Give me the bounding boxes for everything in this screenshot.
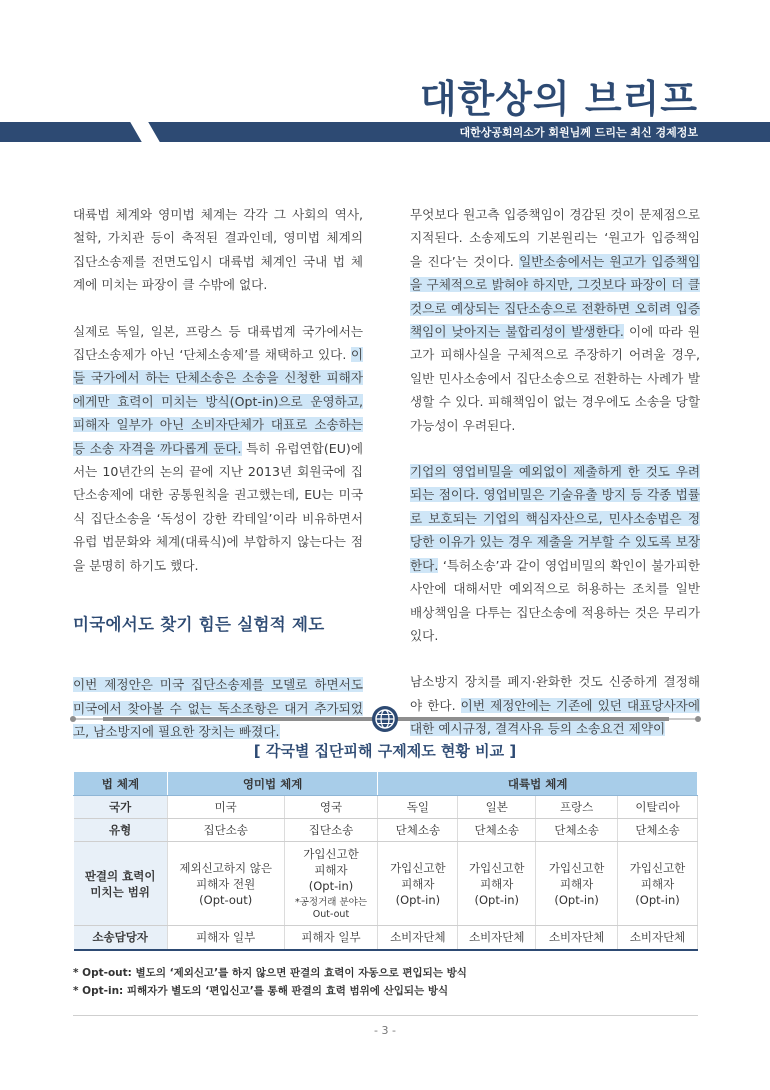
cell-line: 피해자 [480, 876, 514, 891]
right-p1-text-a: 무엇보다 원고측 입증책임이 경감된 것이 문제점으로 지적된다. 소송제도의 기본원리는 ‘원고가 입증책임을 진다’는 것이다. [410, 207, 700, 269]
table-title: [ 각국별 집단피해 구제제도 현황 비교 ] [253, 742, 517, 760]
cell-line: 가입신고한 [468, 860, 525, 875]
right-p1-text-b: 이에 따라 원고가 피해사실을 구체적으로 주장하기 어려울 경우, 일반 민사소송에서 집단소송으로 전환하는 사례가 발생할 수 있다. 피해책임이 없는 경우에도 소송을 당할 가능성이 우려된다. [410, 324, 700, 433]
header-common-law: 영미법 체계 [167, 772, 378, 796]
right-p3-highlight: 이번 제정안에는 기존에 있던 대표당사자에 대한 예시규정, 결격사유 등의 소송요건 제약이 [410, 697, 700, 737]
right-p2-highlight: 기업의 영업비밀을 예외없이 제출하게 한 것도 우려되는 점이다. 영업비밀은 기술유출 방지 등 각종 법률로 보호되는 기업의 핵심자산으로, 민사소송법은 정당한 이유가 있는 경우 제출을 거부할 수 있도록 보장한다. [410, 464, 700, 573]
cell-line: (Opt-in) [395, 892, 441, 907]
header-subtitle: 대한상공회의소가 회원님께 드리는 최신 경제정보 [459, 126, 698, 139]
table-cell: 일본 [458, 796, 536, 819]
page-number: - 3 - [374, 1024, 396, 1037]
cell-line: (Opt-out) [199, 892, 253, 907]
cell-line: 가입신고한 [390, 860, 446, 875]
table-cell: 독일 [378, 796, 458, 819]
table-cell: 영국 [284, 796, 378, 819]
table-cell [536, 842, 618, 926]
left-paragraph-1: 대륙법 체계와 영미법 체계는 각각 그 사회의 역사, 철학, 가치관 등이 축적된 결과인데, 영미법 체계의 집단소송제를 전면도입시 대륙법 체계인 국내 법 체계에 미치는 파장이 클 수밖에 없다. [73, 207, 363, 293]
table-cell [167, 842, 284, 926]
right-p2-text-b: ‘특허소송’과 같이 영업비밀의 확인이 불가피한 사안에 대해서만 예외적으로 허용하는 조치를 일반 배상책임을 다투는 집단소송에 적용하는 것은 무리가 있다. [410, 557, 700, 643]
table-cell: 집단소송 [167, 819, 284, 842]
footnotes [73, 964, 467, 1000]
section-heading: 미국에서도 찾기 힘든 실험적 제도 [73, 615, 325, 635]
table-cell [378, 842, 458, 926]
table-row [74, 842, 698, 926]
cell-line: 피해자 [640, 876, 675, 891]
footer-line [73, 1015, 698, 1016]
table-cell: 집단소송 [284, 819, 378, 842]
right-paragraph-1 [410, 203, 700, 437]
table-cell [618, 842, 698, 926]
row-label: 유형 [74, 819, 168, 842]
table-cell: 단체소송 [378, 819, 458, 842]
right-p3-text-a: 남소방지 장치를 폐지·완화한 것도 신중하게 결정해야 한다. [410, 674, 700, 713]
table-cell [284, 842, 378, 926]
divider-bar-left [103, 717, 375, 721]
cell-note [287, 897, 376, 921]
left-column [73, 203, 363, 743]
divider-dot-right [695, 716, 701, 722]
footnote-opt-out: * Opt-out: 별도의 ‘제외신고’를 하지 않으면 판결의 효력이 자동으로 편입되는 방식 [73, 967, 467, 979]
brand-title: 대한상의 브리프 [419, 77, 698, 121]
left-p2-text-b: 특히 유럽연합(EU)에서는 10년간의 논의 끝에 지난 2013년 회원국에 집단소송제에 대한 공통원칙을 권고했는데, EU는 미국식 집단소송을 ‘독성이 강한 칵테일’이라 비유하면서 유럽 법문화와 체계(대륙식)에 부합하지 않는다는 점을 분명히 하기도 했다. [73, 440, 363, 573]
row-label [74, 842, 168, 926]
cell-line: 피해자 [401, 876, 435, 891]
table-cell: 소비자단체 [378, 926, 458, 950]
cell-line: (Opt-in) [554, 892, 599, 907]
row-label-line: 판결의 효력이 [84, 868, 156, 883]
table-cell: 피해자 일부 [167, 926, 284, 950]
globe-icon [371, 705, 399, 733]
left-p3-highlight: 이번 제정안은 미국 집단소송제를 모델로 하면서도 미국에서 찾아볼 수 없는 독소조항은 대거 추가되었고, 남소방지에 필요한 장치는 빠졌다. [73, 677, 363, 739]
table-row [74, 796, 698, 819]
right-paragraph-2 [410, 460, 700, 647]
left-p2-highlight: 이들 국가에서 하는 단체소송은 소송을 신청한 피해자에게만 효력이 미치는 방식(Opt-in)으로 운영하고, 피해자 일부가 아닌 소비자단체가 대표로 소송하는 등 소송 자격을 까다롭게 둔다. [73, 347, 363, 456]
right-p1-highlight: 일반소송에서는 원고가 입증책임을 구체적으로 밝혀야 하지만, 그것보다 파장이 더 클 것으로 예상되는 집단소송으로 전환하면 오히려 입증책임이 낮아지는 불합리성이 발생한다. [410, 253, 700, 340]
header-law-system: 법 체계 [74, 772, 168, 796]
cell-note-line: *공정거래 분야는 [294, 897, 367, 908]
comparison-table [73, 771, 698, 951]
table-cell: 단체소송 [618, 819, 698, 842]
cell-line: 가입신고한 [629, 860, 686, 875]
cell-line: 피해자 전원 [196, 876, 256, 891]
section-divider [73, 705, 698, 733]
table-cell [458, 842, 536, 926]
table-cell: 소비자단체 [536, 926, 618, 950]
header-civil-law: 대륙법 체계 [378, 772, 698, 796]
table-row [74, 819, 698, 842]
table-cell: 소비자단체 [458, 926, 536, 950]
cell-line: 가입신고한 [303, 847, 359, 861]
table-header-row [74, 772, 698, 796]
divider-bar-right [397, 717, 669, 721]
cell-line: (Opt-in) [474, 892, 519, 907]
table-cell: 미국 [167, 796, 284, 819]
table-cell: 단체소송 [536, 819, 618, 842]
cell-line: 피해자 [314, 863, 348, 877]
row-label: 국가 [74, 796, 168, 819]
right-column [410, 203, 700, 741]
cell-note-line: Out-out [312, 909, 350, 920]
table-cell: 프랑스 [536, 796, 618, 819]
cell-line: 피해자 [559, 876, 594, 891]
table-cell: 단체소송 [458, 819, 536, 842]
row-label-line: 미치는 범위 [90, 884, 150, 899]
cell-line: (Opt-in) [635, 892, 680, 907]
table-cell: 이탈리아 [618, 796, 698, 819]
divider-dot-left [70, 716, 76, 722]
cell-line: 가입신고한 [548, 860, 605, 875]
table-cell: 피해자 일부 [284, 926, 378, 950]
left-paragraph-2 [73, 320, 363, 577]
row-label: 소송담당자 [74, 926, 168, 950]
left-p2-text-a: 실제로 독일, 일본, 프랑스 등 대륙법계 국가에서는 집단소송제가 아닌 ‘단체소송제’를 채택하고 있다. [73, 323, 363, 363]
footnote-opt-in: * Opt-in: 피해자가 별도의 ‘편입신고’를 통해 판결의 효력 범위에 산입되는 방식 [73, 985, 449, 997]
table-row [74, 926, 698, 950]
cell-line: (Opt-in) [308, 879, 354, 893]
cell-line: 제외신고하지 않은 [179, 860, 272, 875]
table-cell: 소비자단체 [618, 926, 698, 950]
